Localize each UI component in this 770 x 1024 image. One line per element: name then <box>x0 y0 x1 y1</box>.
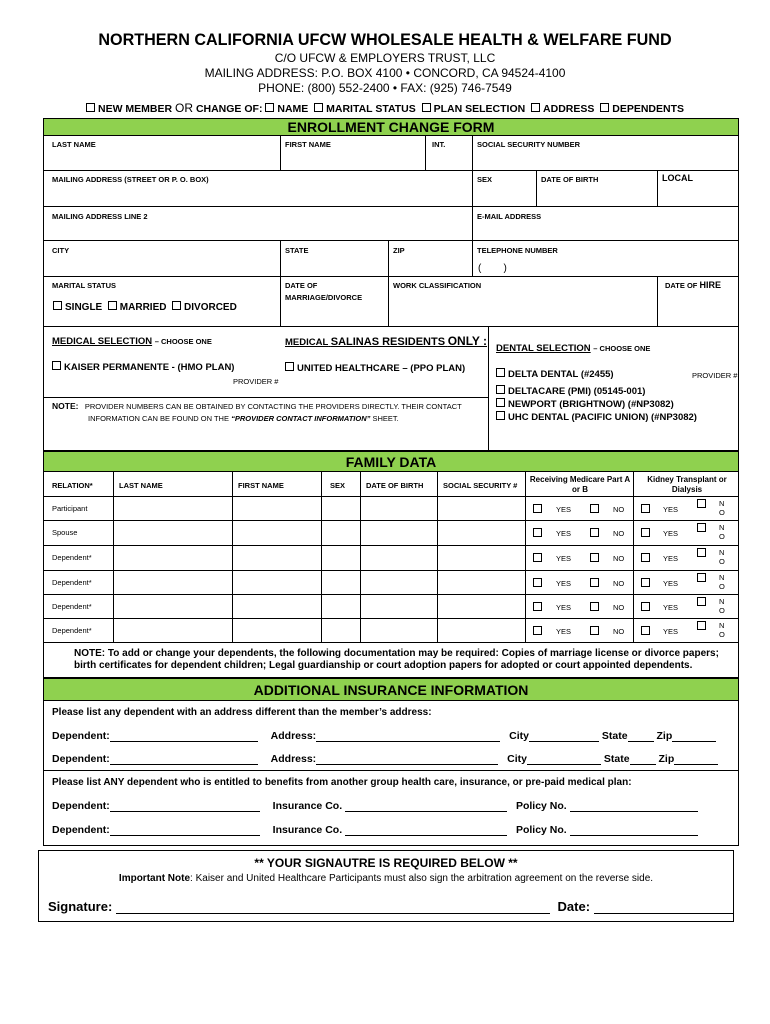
insurance-row-1: Dependent: Insurance Co. Policy No. <box>52 800 698 812</box>
kidney-no-checkbox[interactable] <box>697 499 706 508</box>
kidney-no-n: N <box>719 523 725 532</box>
phone-line: PHONE: (800) 552-2400 • FAX: (925) 746-7549 <box>258 81 512 95</box>
family-relation: Dependent* <box>52 602 92 611</box>
kidney-no-o: O <box>719 582 725 591</box>
city-field-1[interactable] <box>529 741 599 742</box>
mailing-line: MAILING ADDRESS: P.O. BOX 4100 • CONCORD, CA 94524-4100 <box>204 66 566 80</box>
medicare-no-checkbox[interactable] <box>590 578 599 587</box>
address-row-1: Dependent: Address: City State Zip <box>52 730 716 742</box>
kidney-no-o: O <box>719 532 725 541</box>
kidney-no-o: O <box>719 508 725 517</box>
zip-field-1[interactable] <box>672 741 716 742</box>
address-intro: Please list any dependent with an address different than the member’s address: <box>52 707 432 718</box>
kidney-no-n: N <box>719 597 725 606</box>
additional-section-header: ADDITIONAL INSURANCE INFORMATION <box>43 678 739 701</box>
plan-checkbox[interactable] <box>422 103 431 112</box>
dependents-checkbox[interactable] <box>600 103 609 112</box>
signature-field[interactable] <box>116 913 550 914</box>
ins-dependent-field-1[interactable] <box>110 811 260 812</box>
co-line: C/O UFCW & EMPLOYERS TRUST, LLC <box>274 51 496 65</box>
medicare-yes-checkbox[interactable] <box>533 626 542 635</box>
kidney-no-o: O <box>719 557 725 566</box>
date-marriage-label: DATE OF <box>285 281 318 290</box>
dental-selection-heading: DENTAL SELECTION – CHOOSE ONE <box>496 343 651 354</box>
other-intro: Please list ANY dependent who is entitled to benefits from another group health care, insurance, or pre-paid medical plan: <box>52 777 632 788</box>
dependent-field-1[interactable] <box>110 741 258 742</box>
medicare-yes-label: YES <box>556 603 572 612</box>
family-relation: Dependent* <box>52 553 92 562</box>
name-checkbox[interactable] <box>265 103 274 112</box>
family-relation: Participant <box>52 504 88 513</box>
medicare-no-checkbox[interactable] <box>590 626 599 635</box>
kaiser-checkbox[interactable] <box>52 361 61 370</box>
kidney-yes-label: YES <box>663 579 679 588</box>
provider-note-2: INFORMATION CAN BE FOUND ON THE “PROVIDER CONTACT INFORMATION” SHEET. <box>88 414 399 423</box>
enrollment-section-header: ENROLLMENT CHANGE FORM <box>43 118 739 136</box>
zip-field-2[interactable] <box>674 764 718 765</box>
kidney-yes-checkbox[interactable] <box>641 602 650 611</box>
insurance-field-2[interactable] <box>345 835 507 836</box>
dob-label: DATE OF BIRTH <box>541 175 599 184</box>
medicare-yes-checkbox[interactable] <box>533 578 542 587</box>
kidney-no-checkbox[interactable] <box>697 573 706 582</box>
fam-last-header: LAST NAME <box>119 481 163 490</box>
marital-options: SINGLE MARRIED DIVORCED <box>53 301 237 313</box>
signature-required: ** YOUR SIGNAUTRE IS REQUIRED BELOW ** <box>254 856 518 870</box>
insurance-field-1[interactable] <box>345 811 507 812</box>
medicare-no-label: NO <box>613 603 625 612</box>
kaiser-option: KAISER PERMANENTE - (HMO PLAN) <box>52 361 234 373</box>
divorced-checkbox[interactable] <box>172 301 181 310</box>
medicare-no-label: NO <box>613 554 625 563</box>
kidney-no-n: N <box>719 548 725 557</box>
kidney-no-checkbox[interactable] <box>697 523 706 532</box>
fam-sex-header: SEX <box>330 481 346 490</box>
kidney-yes-label: YES <box>663 603 679 612</box>
phone-parens: ( ) <box>478 263 507 274</box>
policy-field-2[interactable] <box>570 835 698 836</box>
medicare-no-checkbox[interactable] <box>590 602 599 611</box>
kidney-yes-checkbox[interactable] <box>641 553 650 562</box>
family-relation: Dependent* <box>52 578 92 587</box>
uhc-checkbox[interactable] <box>496 411 505 420</box>
united-checkbox[interactable] <box>285 362 294 371</box>
relation-header: RELATION* <box>52 481 93 490</box>
change-of-row: NEW MEMBER OR CHANGE OF: NAME MARITAL STATUS PLAN SELECTION ADDRESS DEPENDENTS <box>0 101 770 115</box>
last-name-label: LAST NAME <box>52 140 96 149</box>
newport-option: NEWPORT (BRIGHTNOW) (#NP3082) <box>496 398 674 410</box>
delta-provider-label: PROVIDER # <box>692 371 738 380</box>
single-checkbox[interactable] <box>53 301 62 310</box>
kidney-yes-label: YES <box>663 554 679 563</box>
important-note: Important Note: Kaiser and United Healthcare Participants must also sign the arbitration agreement on the reverse side. <box>118 873 654 884</box>
date-marriage-label-2: MARRIAGE/DIVORCE <box>285 293 363 302</box>
medicare-yes-label: YES <box>556 554 572 563</box>
fam-first-header: FIRST NAME <box>238 481 284 490</box>
state-field-2[interactable] <box>630 764 656 765</box>
medicare-yes-checkbox[interactable] <box>533 602 542 611</box>
kidney-yes-label: YES <box>663 505 679 514</box>
kidney-no-checkbox[interactable] <box>697 597 706 606</box>
medicare-yes-label: YES <box>556 579 572 588</box>
fam-dob-header: DATE OF BIRTH <box>366 481 424 490</box>
email-label: E-MAIL ADDRESS <box>477 212 542 221</box>
delta-option: DELTA DENTAL (#2455) <box>496 368 614 380</box>
united-option: UNITED HEALTHCARE – (PPO PLAN) <box>285 362 465 374</box>
medicare-yes-label: YES <box>556 627 572 636</box>
ssn-label: SOCIAL SECURITY NUMBER <box>477 140 581 149</box>
int-label: INT. <box>432 140 446 149</box>
form-title: NORTHERN CALIFORNIA UFCW WHOLESALE HEALTH & WELFARE FUND <box>98 30 672 49</box>
family-relation: Spouse <box>52 528 78 537</box>
address-field-1[interactable] <box>316 741 500 742</box>
kidney-yes-checkbox[interactable] <box>641 578 650 587</box>
medicare-no-checkbox[interactable] <box>590 528 599 537</box>
telephone-label: TELEPHONE NUMBER <box>477 246 558 255</box>
provider-note: NOTE: PROVIDER NUMBERS CAN BE OBTAINED BY CONTACTING THE PROVIDERS DIRECTLY. THEIR CONTACT <box>52 401 462 411</box>
policy-field-1[interactable] <box>570 811 698 812</box>
mailing-line2-label: MAILING ADDRESS LINE 2 <box>52 212 148 221</box>
first-name-label: FIRST NAME <box>285 140 331 149</box>
medicare-no-label: NO <box>613 505 625 514</box>
family-note: NOTE: To add or change your dependents, the following documentation may be required: Copies of marriage license or divorce papers; birth certificates for dependent children; Legal guardianship or court adoption papers for adopted or court appointed dependents. <box>74 648 719 671</box>
kidney-no-n: N <box>719 499 725 508</box>
medicare-yes-label: YES <box>556 529 572 538</box>
medicare-no-checkbox[interactable] <box>590 553 599 562</box>
local-label: LOCAL <box>662 173 693 183</box>
kidney-no-o: O <box>719 606 725 615</box>
marital-checkbox[interactable] <box>314 103 323 112</box>
delta-checkbox[interactable] <box>496 368 505 377</box>
kidney-no-n: N <box>719 573 725 582</box>
signature-row: Signature: Date: <box>48 899 734 914</box>
state-field-1[interactable] <box>628 741 654 742</box>
new-member-checkbox[interactable] <box>86 103 95 112</box>
zip-label: ZIP <box>393 246 405 255</box>
kidney-yes-label: YES <box>663 529 679 538</box>
medical-selection-heading: MEDICAL SELECTION – CHOOSE ONE <box>52 336 212 347</box>
family-section-header: FAMILY DATA <box>43 451 739 472</box>
deltacare-option: DELTACARE (PMI) (05145-001) <box>496 385 645 397</box>
kidney-yes-label: YES <box>663 627 679 636</box>
newport-checkbox[interactable] <box>496 398 505 407</box>
medicare-yes-checkbox[interactable] <box>533 553 542 562</box>
uhc-option: UHC DENTAL (PACIFIC UNION) (#NP3082) <box>496 411 697 423</box>
address-checkbox[interactable] <box>531 103 540 112</box>
date-field[interactable] <box>594 913 734 914</box>
city-label: CITY <box>52 246 70 255</box>
medicare-yes-checkbox[interactable] <box>533 504 542 513</box>
state-label: STATE <box>285 246 309 255</box>
date-of-hire-label: DATE OF HIRE <box>665 280 721 290</box>
insurance-row-2: Dependent: Insurance Co. Policy No. <box>52 824 698 836</box>
medicare-no-label: NO <box>613 627 625 636</box>
married-checkbox[interactable] <box>108 301 117 310</box>
medicare-no-label: NO <box>613 579 625 588</box>
kidney-yes-checkbox[interactable] <box>641 528 650 537</box>
kaiser-provider-label: PROVIDER # <box>233 377 279 386</box>
kidney-header: Kidney Transplant or Dialysis <box>647 475 727 494</box>
medicare-header: Receiving Medicare Part A or B <box>529 475 631 494</box>
deltacare-checkbox[interactable] <box>496 385 505 394</box>
family-relation: Dependent* <box>52 626 92 635</box>
medicare-no-checkbox[interactable] <box>590 504 599 513</box>
kidney-no-checkbox[interactable] <box>697 621 706 630</box>
sex-label: SEX <box>477 175 493 184</box>
kidney-yes-checkbox[interactable] <box>641 504 650 513</box>
medicare-yes-checkbox[interactable] <box>533 528 542 537</box>
medicare-no-label: NO <box>613 529 625 538</box>
kidney-yes-checkbox[interactable] <box>641 626 650 635</box>
marital-status-label: MARITAL STATUS <box>52 281 117 290</box>
work-class-label: WORK CLASSIFICATION <box>393 281 482 290</box>
address-field-2[interactable] <box>316 764 498 765</box>
ins-dependent-field-2[interactable] <box>110 835 260 836</box>
kidney-no-o: O <box>719 630 725 639</box>
address-row-2: Dependent: Address: City State Zip <box>52 753 718 765</box>
medicare-yes-label: YES <box>556 505 572 514</box>
mailing-address-label: MAILING ADDRESS (STREET OR P. O. BOX) <box>52 175 209 184</box>
kidney-no-checkbox[interactable] <box>697 548 706 557</box>
fam-ssn-header: SOCIAL SECURITY # <box>443 481 518 490</box>
salinas-heading: MEDICAL SALINAS RESIDENTS ONLY : <box>285 334 488 348</box>
city-field-2[interactable] <box>527 764 601 765</box>
dependent-field-2[interactable] <box>110 764 258 765</box>
kidney-no-n: N <box>719 621 725 630</box>
